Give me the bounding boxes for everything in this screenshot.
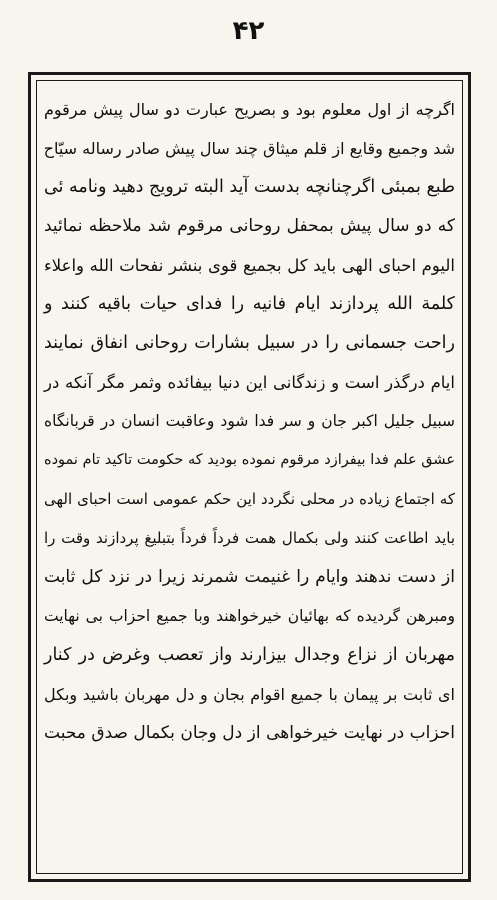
text-line: کلمة الله پردازند ایام فانیه را فدای حیات باقیه کنند و xyxy=(44,294,455,314)
text-line: از دست ندهند وایام را غنیمت شمرند زیرا در نزد کل ثابت xyxy=(44,567,455,587)
text-line: که دو سال پیش بمحفل روحانی مرقوم شد ملاحظه نمائید xyxy=(44,216,455,236)
page-number: ۴۲ xyxy=(232,16,265,46)
text-line: الیوم احبای الهی باید کل بجمیع قوی بنشر نفحات الله واعلاء xyxy=(44,256,455,275)
text-line: شد وجمیع وقایع از قلم میثاق چند سال پیش صادر رساله سیّاح xyxy=(43,139,455,158)
text-line: ومبرهن گردیده که بهائیان خیرخواهند وبا جمیع احزاب بی نهایت xyxy=(44,607,455,625)
text-line: که اجتماع زیاده در محلی نگردد این حکم عمومی است احبای الهی xyxy=(44,490,455,508)
text-line: طبع بمبئی اگرچنانچه بدست آید البته ترویج دهید ونامه ئی xyxy=(43,177,455,197)
text-line: عشق علم فدا بیفرازد مرقوم نموده بودید که حکومت تاکید تام نموده xyxy=(44,452,455,468)
text-line: باید اطاعت کنند ولی بکمال همت فرداً فرداً بتبلیغ پردازند وقت را xyxy=(44,529,455,547)
text-line: راحت جسمانی را در سبیل بشارات روحانی انفاق نمایند xyxy=(44,333,455,353)
text-block xyxy=(42,90,457,870)
text-line: مهربان از نزاع وجدال بیزارند واز تعصب وغرض در کنار xyxy=(44,645,455,665)
text-line: ای ثابت بر پیمان با جمیع اقوام بجان و دل مهربان باشید وبکل xyxy=(44,685,455,704)
text-line: سبیل جلیل اکبر جان و سر فدا شود وعاقبت انسان در قربانگاه xyxy=(44,412,455,430)
text-line: اگرچه از اول معلوم بود و بصریح عبارت دو سال پیش مرقوم xyxy=(44,100,455,119)
text-line: ایام درگذر است و زندگانی این دنیا بیفائده وثمر مگر آنکه در xyxy=(44,373,455,392)
text-line: احزاب در نهایت خیرخواهی از دل وجان بکمال صدق محبت xyxy=(44,723,455,743)
